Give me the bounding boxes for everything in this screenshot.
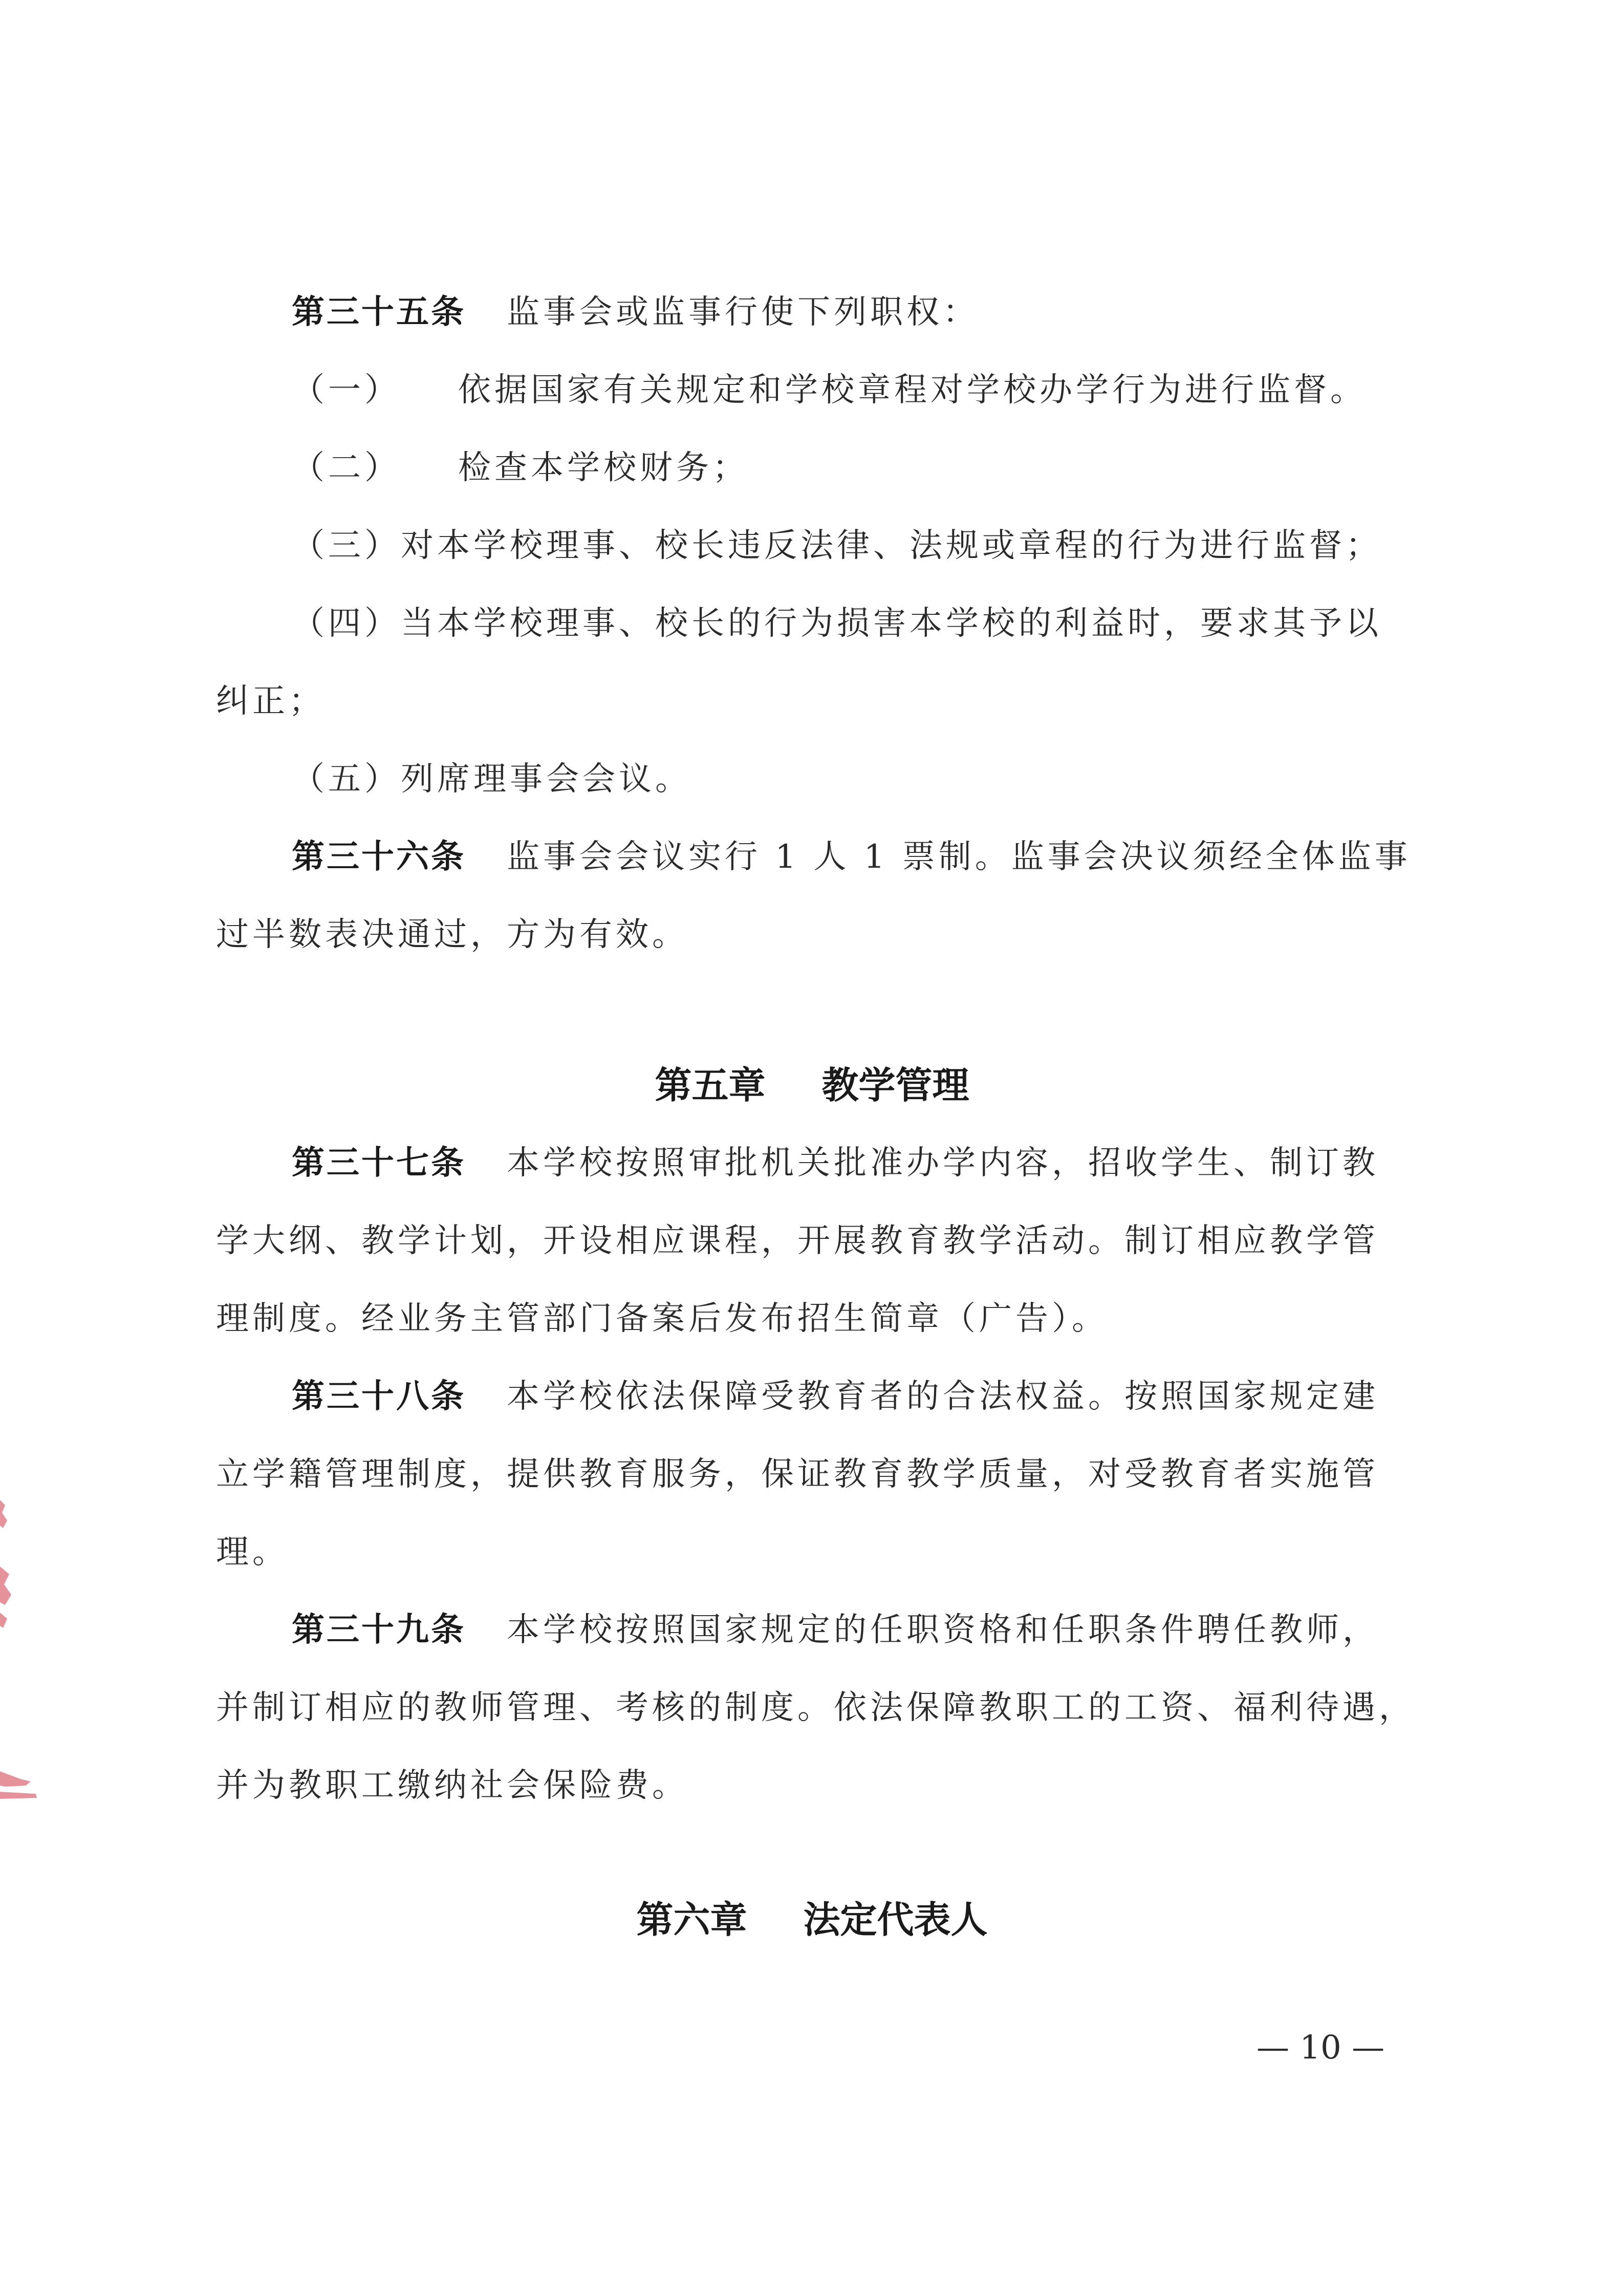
article-39-line-3: 并为教职工缴纳社会保险费。 (216, 1767, 688, 1805)
article-35-item-4-cont: 纠正； (216, 682, 325, 720)
seal-stamp-edge-icon (0, 1485, 46, 1843)
article-35-item-1: （一） 依据国家有关规定和学校章程对学校办学行为进行监督。 (292, 371, 1367, 409)
article-35-line-1 (292, 287, 1500, 338)
chapter-6-heading: 第六章 法定代表人 (636, 1898, 988, 1941)
article-35-text: 监事会或监事行使下列职权： (507, 293, 979, 331)
article-38-line-1: 第三十八条 本学校依法保障受教育者的合法权益。按照国家规定建 (292, 1377, 1379, 1415)
article-37-line-2: 学大纲、教学计划，开设相应课程，开展教育教学活动。制订相应教学管 (216, 1222, 1379, 1260)
article-37-line-1: 第三十七条 本学校按照审批机关批准办学内容，招收学生、制订教 (292, 1144, 1379, 1182)
article-36-line-1: 第三十六条 监事会会议实行 1 人 1 票制。监事会决议须经全体监事 (292, 838, 1411, 876)
article-35-item-4: （四）当本学校理事、校长的行为损害本学校的利益时，要求其予以 (292, 605, 1382, 642)
article-39-line-1: 第三十九条 本学校按照国家规定的任职资格和任职条件聘任教师， (292, 1611, 1379, 1649)
article-37-label: 第三十七条 (292, 1144, 466, 1182)
article-36-label: 第三十六条 (292, 838, 466, 876)
article-35-label: 第三十五条 (292, 293, 466, 331)
chapter-5-heading: 第五章 教学管理 (655, 1063, 969, 1107)
article-39-label: 第三十九条 (292, 1611, 466, 1649)
article-35-item-3: （三）对本学校理事、校长违反法律、法规或章程的行为进行监督； (292, 527, 1382, 565)
article-35-item-2: （二） 检查本学校财务； (292, 449, 749, 487)
article-38-line-2: 立学籍管理制度，提供教育服务，保证教育教学质量，对受教育者实施管 (216, 1455, 1379, 1493)
article-36-line-2: 过半数表决通过，方为有效。 (216, 916, 688, 954)
article-37-line-3: 理制度。经业务主管部门备案后发布招生简章（广告）。 (216, 1300, 1108, 1338)
article-38-line-3: 理。 (216, 1533, 289, 1571)
page-number: — 10 — (1256, 2029, 1385, 2067)
article-35-item-5: （五）列席理事会会议。 (292, 760, 691, 798)
article-38-label: 第三十八条 (292, 1377, 466, 1415)
article-39-line-2: 并制订相应的教师管理、考核的制度。依法保障教职工的工资、福利待遇， (216, 1689, 1415, 1727)
